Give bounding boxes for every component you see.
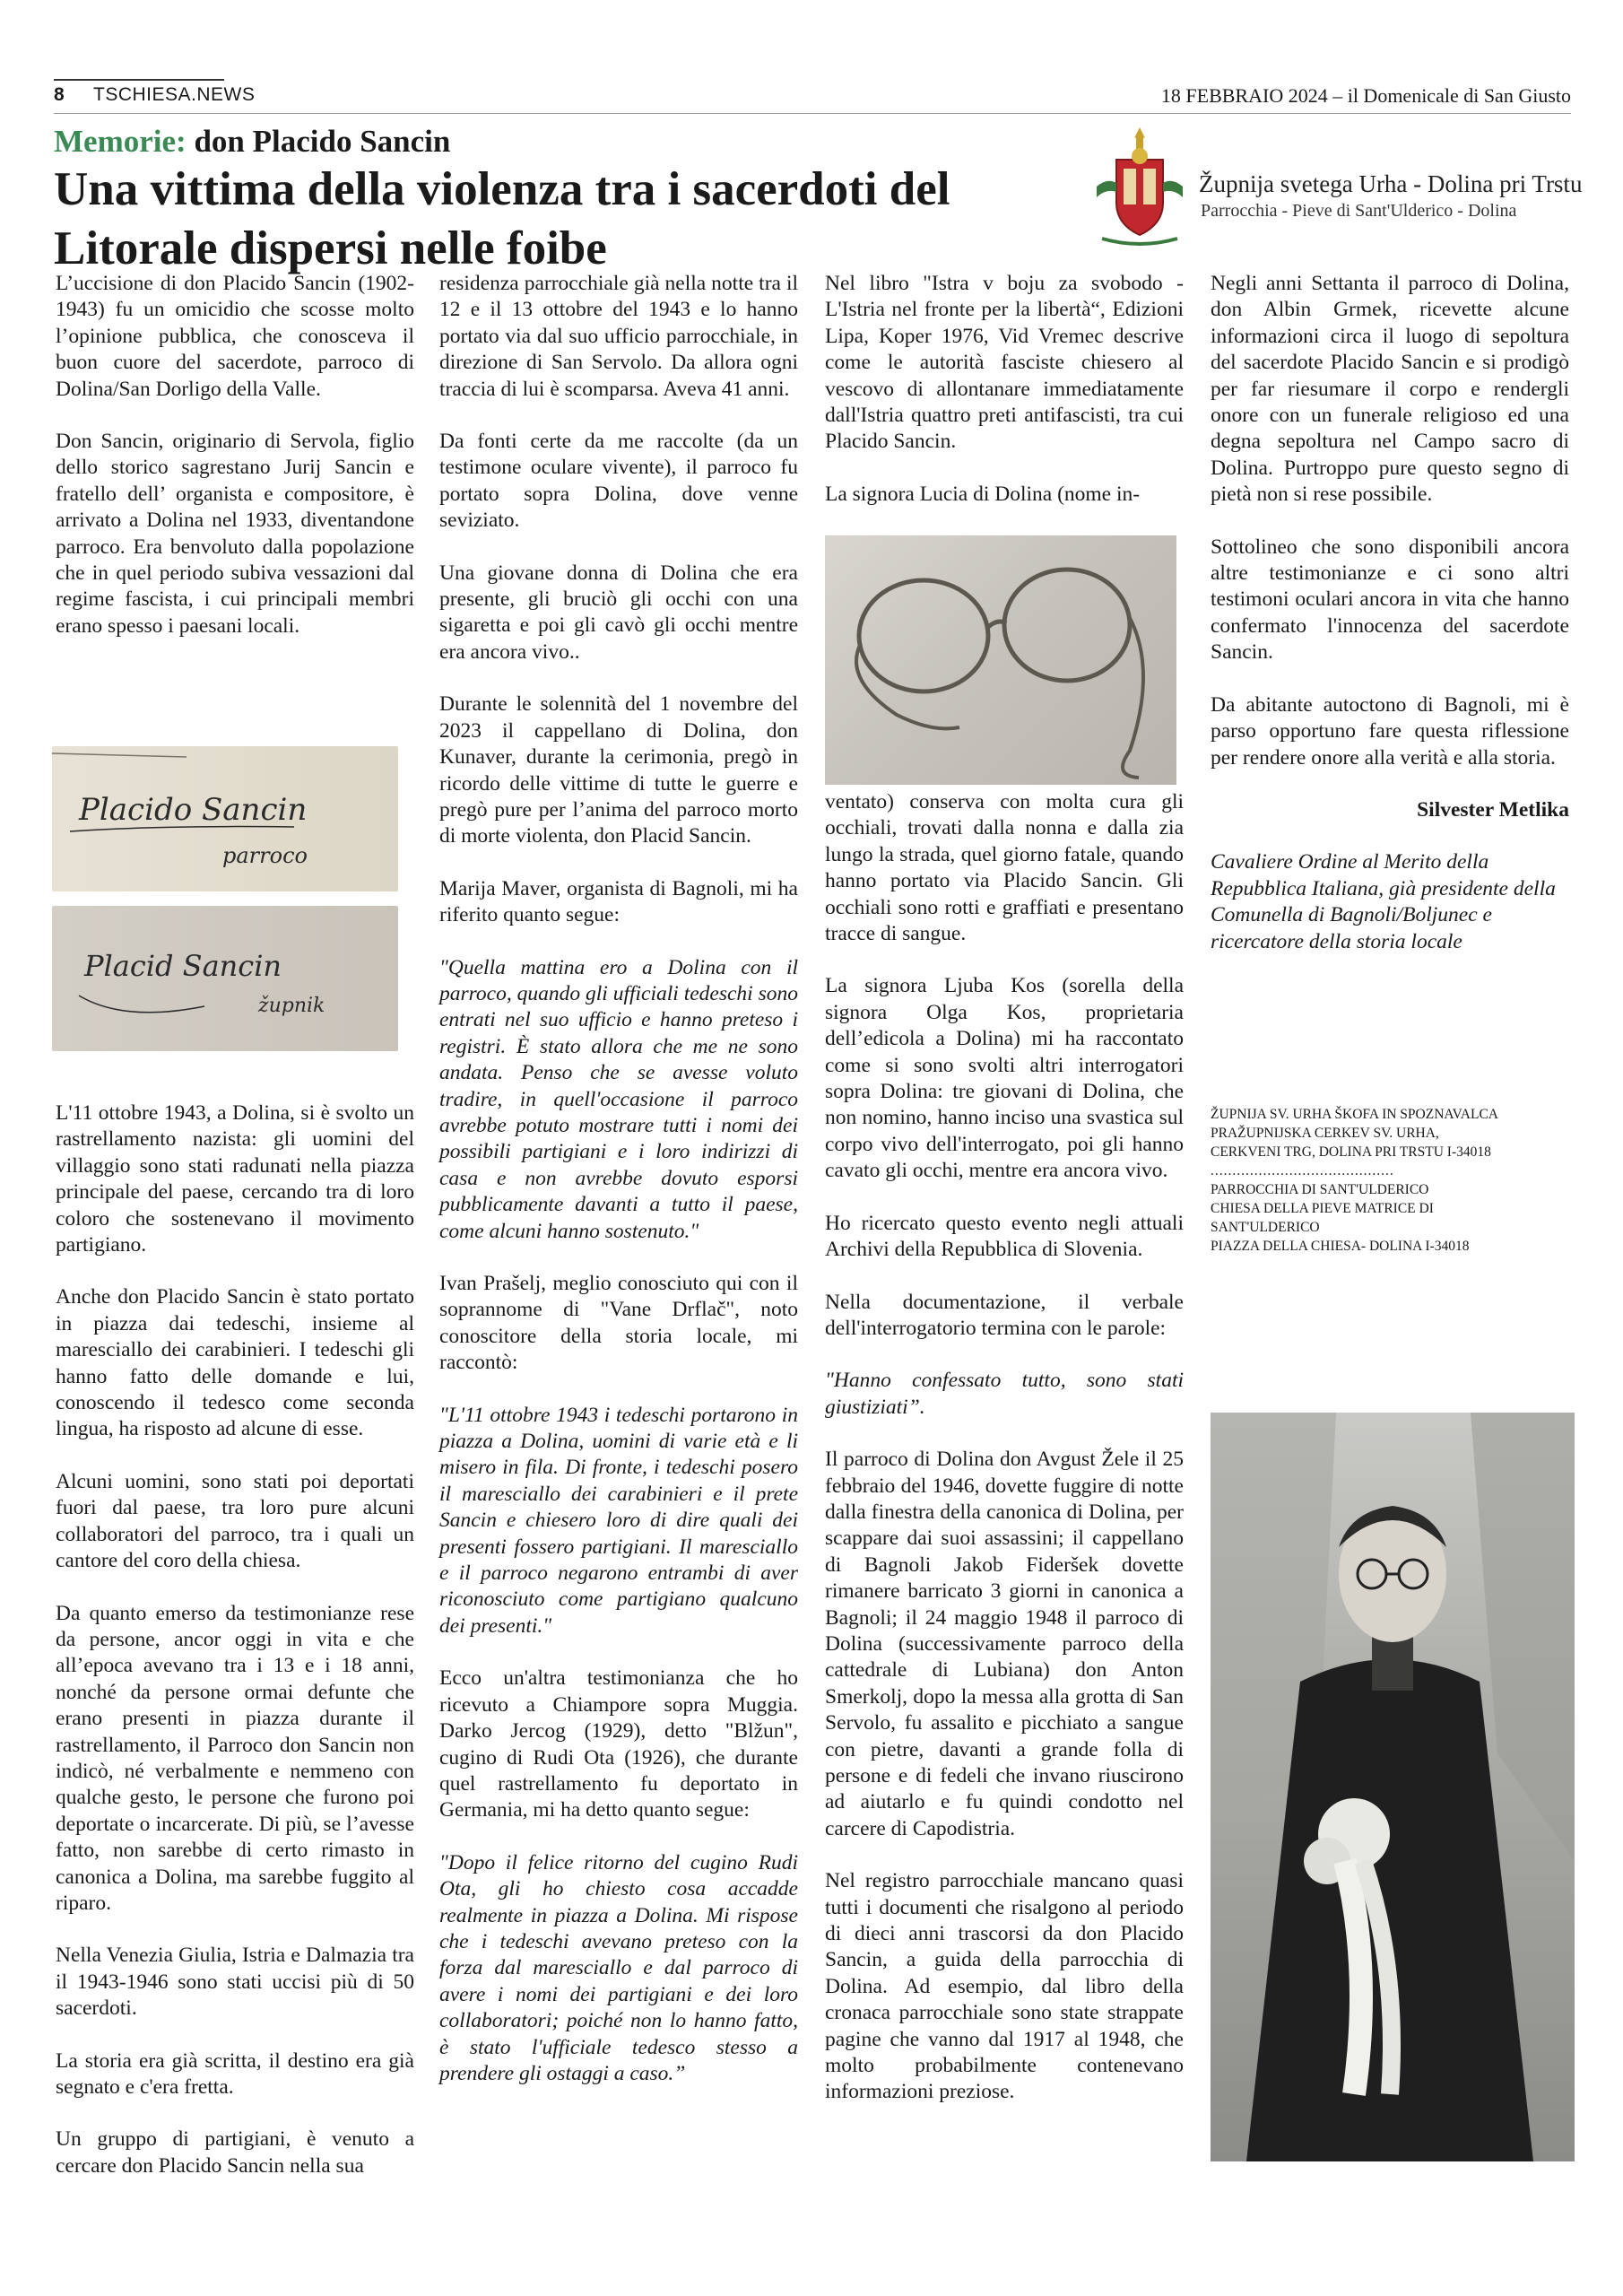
priest-photo bbox=[1211, 1413, 1575, 2161]
date-line: 18 FEBBRAIO 2024 – il Domenicale di San Giusto bbox=[1160, 84, 1571, 107]
page-number: 8 bbox=[54, 84, 65, 105]
author-bio: Cavaliere Ordine al Merito della Repubblica Italiana, già presidente della Comunella di Bagnoli/Boljunec e ricercatore della storia locale bbox=[1211, 850, 1556, 953]
paragraph: La signora Lucia di Dolina (nome in- bbox=[825, 482, 1141, 506]
site-name: TSCHIESA.NEWS bbox=[93, 84, 256, 105]
quote-paragraph: "L'11 ottobre 1943 i tedeschi portarono in piazza a Dolina, uomini di varie età e li misero in fila. Di fronte, i tedeschi posero il maresciallo dei carabinieri e il prete Sancin e chiesero loro di dire quali dei presenti fossero partigiani. Il maresciallo e il parroco negarono entrambi di aver riconosciuto come partigiano qualcuno dei presenti." bbox=[439, 1403, 798, 1638]
paragraph: Da fonti certe da me raccolte (da un testimone oculare vivente), il parroco fu portato sopra Dolina, dove venne seviziato. bbox=[439, 430, 798, 533]
signature-text-2a: Placid Sancin bbox=[84, 949, 282, 983]
paragraph: Don Sancin, originario di Servola, figlio dello storico sagrestano Jurij Sancin e fratello dell’ organista e compositore, è arrivato a Dolina nel 1933, diventandone parroco. Era benvoluto dalla popolazione che in quel periodo subiva vessazioni dal regime fascista, i cui principali membri erano spesso i paesani locali. bbox=[56, 430, 414, 638]
paragraph: residenza parrocchiale già nella notte tra il 12 e il 13 ottobre del 1943 e lo hanno portato via dal suo ufficio parrocchiale, in direzione di San Servolo. Da allora ogni traccia di lui è scomparsa. Aveva 41 anni. bbox=[439, 272, 798, 401]
paragraph: Da quanto emerso da testimonianze rese da persone, ancor oggi in vita e che all’epoca avevano tra i 13 e i 18 anni, nonché da persone ormai defunte che erano presenti in piazza durante il rastrellamento, il Parroco don Sancin non indicò, né verbalmente e nemmeno con qualche gesto, le persone che furono poi deportate o incarcerate. Di più, se l’avesse fatto, non sarebbe di certo rimasto in canonica a Dolina, ma sarebbe fuggito al riparo. bbox=[56, 1601, 414, 1915]
logo-line-1: Župnija svetega Urha - Dolina pri Trstu bbox=[1199, 170, 1583, 197]
logo-line-2: Parrocchia - Pieve di Sant'Ulderico - Dolina bbox=[1201, 201, 1517, 221]
paragraph: L'11 ottobre 1943, a Dolina, si è svolto un rastrellamento nazista: gli uomini del villaggio sono stati radunati nella piazza principale del paese, cercando tra di loro coloro che sostenevano il movimento partigiano. bbox=[56, 1101, 414, 1257]
signature-image-1 bbox=[52, 746, 398, 891]
paragraph: L’uccisione di don Placido Sancin (1902-1943) fu un omicidio che scosse molto l’opinione pubblica, che conosceva il buon cuore del sacerdote, parroco di Dolina/San Dorligo della Valle. bbox=[56, 272, 414, 401]
header-rule-short bbox=[54, 79, 224, 81]
paragraph: Ho ricercato questo evento negli attuali Archivi della Repubblica di Slovenia. bbox=[825, 1211, 1184, 1262]
column-2 bbox=[439, 271, 798, 2113]
paragraph: Alcuni uomini, sono stati poi deportati fuori dal paese, tra loro pure alcuni collaboratori del parroco, tra i quali un cantore del coro della chiesa. bbox=[56, 1469, 414, 1573]
column-1-top bbox=[56, 271, 414, 665]
paragraph: Ecco un'altra testimonianza che ho ricevuto a Chiampore sopra Muggia. Darko Jercog (1929), detto "Blžun", cugino di Rudi Ota (1926), che durante quel rastrellamento fu deportato in Germania, mi ha detto quanto segue: bbox=[439, 1666, 798, 1822]
address-line: CERKVENI TRG, DOLINA PRI TRSTU I-34018 bbox=[1211, 1144, 1491, 1160]
address-line: PIAZZA DELLA CHIESA- DOLINA I-34018 bbox=[1211, 1239, 1470, 1254]
quote-paragraph: "Dopo il felice ritorno del cugino Rudi Ota, gli ho chiesto cosa accadde realmente in piazza a Dolina. Mi rispose che i tedeschi avevano preteso con la forza dal maresciallo e dal parroco di avere i nomi dei partigiani e dei loro collaboratori; poiché non lo hanno fatto, è stato l'ufficiale tedesco stesso a prendere gli ostaggi a caso.” bbox=[439, 1850, 798, 2085]
kicker-label: Memorie: bbox=[54, 124, 187, 159]
paragraph: Anche don Placido Sancin è stato portato in piazza dai tedeschi, insieme al maresciallo dei carabinieri. I tedeschi gli hanno fatto delle domande e lui, conoscendo il tedesco come seconda lingua, ha risposto ad alcune di esse. bbox=[56, 1285, 414, 1441]
column-3-bottom bbox=[825, 789, 1184, 2132]
address-line: PRAŽUPNIJSKA CERKEV SV. URHA, bbox=[1211, 1126, 1439, 1141]
priest-portrait-icon bbox=[1211, 1413, 1575, 2161]
page-header bbox=[54, 84, 1571, 111]
paragraph: Negli anni Settanta il parroco di Dolina, don Albin Grmek, ricevette alcune informazioni circa il luogo di sepoltura del sacerdote Placido Sancin e si prodigò per far riesumare il corpo e rendergli onore con un funerale religioso ed una degna sepoltura nel Campo sacro di Dolina. Purtroppo pure questo segno di pietà non si rese possibile. bbox=[1211, 272, 1569, 507]
paragraph: Una giovane donna di Dolina che era presente, gli bruciò gli occhi con una sigaretta e poi gli cavò gli occhi mentre era ancora vivo.. bbox=[439, 561, 798, 664]
column-4 bbox=[1211, 271, 1569, 981]
paragraph: Il parroco di Dolina don Avgust Žele il 25 febbraio del 1946, dovette fuggire di notte dalla finestra della canonica di Dolina, per scappare dai suoi assassini; il cappellano di Bagnoli Jakob Fideršek dovette rimanere barricato 3 giorni in canonica a Bagnoli; il 24 maggio 1948 il parroco di Dolina (successivamente parroco della cattedrale di Lubiana) don Anton Smerkolj, dopo la messa alla grotta di San Servolo, fu assalito e picchiato a sangue con pietre, davanti a grande folla di persone e di fedeli che invano riuscirono ad aiutarlo e fu quindi condotto nel carcere di Capodistria. bbox=[825, 1448, 1184, 1840]
address-line: SANT'ULDERICO bbox=[1211, 1220, 1320, 1235]
paragraph: Sottolineo che sono disponibili ancora altre testimonianze e ci sono altri testimoni oculari ancora in vita che hanno confermato l'innocenza del sacerdote Sancin. bbox=[1211, 535, 1569, 665]
kicker-subject: don Placido Sancin bbox=[194, 124, 451, 159]
column-1-bottom bbox=[56, 1100, 414, 2205]
paragraph: La signora Ljuba Kos (sorella della signora Olga Kos, proprietaria dell’edicola a Dolina) mi ha raccontato come si sono svolti altri interrogatori sopra Dolina: tre giovani di Dolina, che non nomino, hanno inciso una svastica sul corpo vivo dell'interrogato, poi gli hanno cavato gli occhi, mentre era ancora vivo. bbox=[825, 974, 1184, 1183]
article-title: Una vittima della violenza tra i sacerdoti del Litorale dispersi nelle foibe bbox=[54, 163, 950, 274]
handwritten-signature-1 bbox=[52, 746, 398, 891]
paragraph: Nella documentazione, il verbale dell'interrogatorio termina con le parole: bbox=[825, 1290, 1184, 1340]
signature-text-2b: župnik bbox=[258, 995, 325, 1017]
parish-logo bbox=[1089, 124, 1583, 249]
quote-paragraph: "Quella mattina ero a Dolina con il parroco, quando gli ufficiali tedeschi sono entrati nel suo ufficio e hanno preteso i registri. È stato allora che me ne sono andata. Penso che se avesse voluto tradire, in quell'occasione il parroco avrebbe potuto mostrare tutti i nomi dei possibili partigiani e i loro indirizzi di casa e non avrebbe dovuto esporsi pubblicamente davanti a tutto il paese, come alcuni hanno sostenuto." bbox=[439, 955, 798, 1243]
address-line: CHIESA DELLA PIEVE MATRICE DI bbox=[1211, 1201, 1434, 1216]
paragraph: ventato) conserva con molta cura gli occhiali, trovati dalla nonna e dalla zia lungo la strada, quel giorno fatale, quando hanno portato via Placido Sancin. Gli occhiali sono rotti e graffiati e presentano tracce di sangue. bbox=[825, 790, 1184, 946]
paragraph: Ivan Prašelj, meglio conosciuto qui con il soprannome di "Vane Drflač", noto conoscitore della storia locale, mi raccontò: bbox=[439, 1272, 798, 1375]
address-line: PARROCCHIA DI SANT'ULDERICO bbox=[1211, 1182, 1429, 1197]
paragraph: Nel libro "Istra v boju za svobodo - L'Istria nel fronte per la libertà“, Edizioni Lipa, Koper 1976, Vid Vremec descrive come le autorità fasciste chiesero al vescovo di allontanare immediatamente dall'Istria quattro preti antifascisti, tra cui Placido Sancin. bbox=[825, 272, 1184, 454]
address-line: ŽUPNIJA SV. URHA ŠKOFA IN SPOZNAVALCA bbox=[1211, 1107, 1498, 1122]
author-name: Silvester Metlika bbox=[1417, 797, 1569, 822]
paragraph: Marija Maver, organista di Bagnoli, mi ha riferito quanto segue: bbox=[439, 876, 798, 927]
paragraph: Un gruppo di partigiani, è venuto a cercare don Placido Sancin nella sua bbox=[56, 2127, 414, 2178]
quote-paragraph: "Hanno confessato tutto, sono stati giustiziati”. bbox=[825, 1369, 1184, 1419]
paragraph: Durante le solennità del 1 novembre del 2023 il cappellano di Dolina, don Kunaver, durante la cerimonia, pregò in ricordo delle vittime di tutte le guerre e pregò pure per l’anima del parroco morto di morte violenta, don Placid Sancin. bbox=[439, 692, 798, 848]
address-separator: .......................................... bbox=[1211, 1163, 1394, 1178]
handwritten-signature-2 bbox=[52, 906, 398, 1051]
paragraph: Da abitante autoctono di Bagnoli, mi è parso opportuno fare questa riflessione per rendere onore alla verità e alla storia. bbox=[1211, 692, 1569, 770]
paragraph: Nella Venezia Giulia, Istria e Dalmazia tra il 1943-1946 sono stati uccisi più di 50 sacerdoti. bbox=[56, 1944, 414, 2021]
kicker bbox=[54, 124, 450, 160]
paragraph: La storia era già scritta, il destino era già segnato e c'era fretta. bbox=[56, 2048, 414, 2099]
glasses-photo bbox=[825, 535, 1176, 785]
column-3-top bbox=[825, 271, 1184, 508]
paragraph: Nel registro parrocchiale mancano quasi tutti i documenti che risalgono al periodo di dieci anni trascorsi da don Placido Sancin, a guida della parrocchia di Dolina. Ad esempio, dal libro della cronaca parrocchiale sono state strappate pagine che vanno dal 1917 al 1948, che molto probabilmente contenevano informazioni preziose. bbox=[825, 1869, 1184, 2104]
parish-address bbox=[1211, 1105, 1569, 1256]
eyeglasses-icon bbox=[825, 535, 1176, 785]
header-rule bbox=[54, 113, 1571, 114]
coat-of-arms-icon bbox=[1089, 124, 1190, 249]
signature-text-1b: parroco bbox=[222, 843, 308, 868]
signature-image-2 bbox=[52, 906, 398, 1051]
signature-text-1a: Placido Sancin bbox=[79, 792, 308, 828]
